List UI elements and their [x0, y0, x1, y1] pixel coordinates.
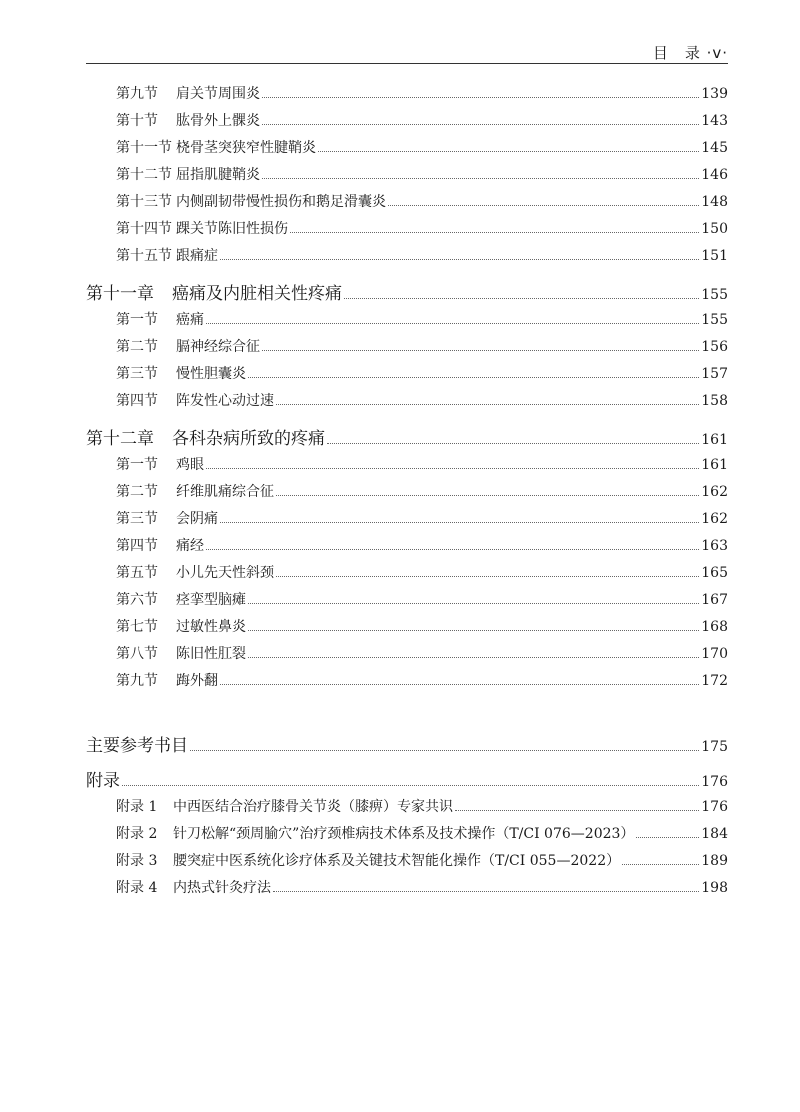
entry-title: 内侧副韧带慢性损伤和鹅足滑囊炎 [176, 194, 386, 210]
entry-page-number: 143 [701, 113, 728, 129]
dot-leader [220, 684, 699, 685]
entry-label: 第二节 [116, 484, 158, 500]
entry-label: 附录 2 [116, 826, 158, 842]
entry-page-number: 172 [701, 673, 728, 689]
dot-leader [276, 576, 699, 577]
toc-section-entry [116, 508, 728, 528]
entry-title: 腰突症中医系统化诊疗体系及关键技术智能化操作（T/CI 055—2022） [173, 853, 621, 869]
entry-page-number: 155 [701, 287, 728, 303]
entry-title: 膈神经综合征 [176, 339, 260, 355]
entry-page-number: 176 [701, 799, 728, 815]
entry-page-number: 161 [701, 432, 728, 448]
toc-section-entry [116, 589, 728, 609]
entry-title: 纤维肌痛综合征 [176, 484, 274, 500]
entry-page-number: 189 [701, 853, 728, 869]
entry-title: 肩关节周围炎 [176, 86, 260, 102]
dot-leader [248, 630, 699, 631]
entry-label: 第五节 [116, 565, 158, 581]
entry-page-number: 151 [701, 248, 728, 264]
dot-leader [455, 810, 699, 811]
dot-leader [276, 495, 699, 496]
entry-label: 第二节 [116, 339, 158, 355]
dot-leader [248, 657, 699, 658]
toc-section-entry [116, 164, 728, 184]
dot-leader [290, 232, 699, 233]
toc-appendix-entry [116, 877, 728, 897]
toc-section-entry [116, 309, 728, 329]
entry-page-number: 168 [701, 619, 728, 635]
toc-section-entry [116, 110, 728, 130]
entry-label: 第十五节 [116, 248, 172, 264]
entry-page-number: 184 [701, 826, 728, 842]
entry-title: 癌痛及内脏相关性疼痛 [172, 284, 342, 304]
entry-page-number: 170 [701, 646, 728, 662]
entry-title: 会阴痛 [176, 511, 218, 527]
entry-label: 第十四节 [116, 221, 172, 237]
toc-chapter-entry [86, 766, 728, 791]
dot-leader [622, 864, 699, 865]
entry-label: 第六节 [116, 592, 158, 608]
entry-page-number: 198 [701, 880, 728, 896]
dot-leader [262, 97, 699, 98]
dot-leader [122, 785, 699, 786]
dot-leader [220, 259, 699, 260]
toc-chapter-entry [86, 424, 728, 449]
entry-label: 第三节 [116, 511, 158, 527]
entry-label: 第九节 [116, 673, 158, 689]
dot-leader [273, 891, 699, 892]
entry-title: 痉挛型脑瘫 [176, 592, 246, 608]
toc-section-entry [116, 562, 728, 582]
dot-leader [327, 443, 699, 444]
entry-page-number: 156 [701, 339, 728, 355]
entry-page-number: 162 [701, 484, 728, 500]
entry-title: 跟痛症 [176, 248, 218, 264]
entry-label: 第十三节 [116, 194, 172, 210]
entry-title: 踇外翻 [176, 673, 218, 689]
entry-title: 鸡眼 [176, 457, 204, 473]
toc-section-entry [116, 454, 728, 474]
entry-label: 第一节 [116, 312, 158, 328]
entry-label: 第十节 [116, 113, 158, 129]
entry-title: 慢性胆囊炎 [176, 366, 246, 382]
entry-label: 第十二节 [116, 167, 172, 183]
toc-section-entry [116, 191, 728, 211]
dot-leader [190, 750, 699, 751]
entry-label: 第四节 [116, 538, 158, 554]
entry-title: 癌痛 [176, 312, 204, 328]
entry-title: 阵发性心动过速 [176, 393, 274, 409]
entry-title: 痛经 [176, 538, 204, 554]
entry-label: 第十一节 [116, 140, 172, 156]
entry-label: 第十一章 [86, 284, 154, 304]
entry-title: 小儿先天性斜颈 [176, 565, 274, 581]
entry-page-number: 175 [701, 739, 728, 755]
entry-page-number: 158 [701, 393, 728, 409]
toc-section-entry [116, 137, 728, 157]
entry-label: 附录 4 [116, 880, 158, 896]
toc-section-entry [116, 336, 728, 356]
entry-page-number: 139 [701, 86, 728, 102]
dot-leader [262, 178, 699, 179]
toc-chapter-entry [86, 279, 728, 304]
entry-label: 第九节 [116, 86, 158, 102]
toc-section-entry [116, 83, 728, 103]
toc-section-entry [116, 481, 728, 501]
entry-title: 各科杂病所致的疼痛 [172, 429, 325, 449]
dot-leader [206, 323, 699, 324]
dot-leader [262, 350, 699, 351]
entry-title: 主要参考书目 [86, 736, 188, 756]
entry-page-number: 145 [701, 140, 728, 156]
dot-leader [248, 603, 699, 604]
header-rule [86, 63, 728, 64]
toc-section-entry [116, 670, 728, 690]
dot-leader [206, 549, 699, 550]
entry-label: 附录 1 [116, 799, 158, 815]
entry-title: 附录 [86, 771, 120, 791]
toc-section-entry [116, 218, 728, 238]
entry-title: 桡骨茎突狭窄性腱鞘炎 [176, 140, 316, 156]
dot-leader [388, 205, 699, 206]
entry-page-number: 161 [701, 457, 728, 473]
entry-label: 第三节 [116, 366, 158, 382]
entry-page-number: 146 [701, 167, 728, 183]
entry-page-number: 176 [701, 774, 728, 790]
entry-label: 第十二章 [86, 429, 154, 449]
toc-section-entry [116, 643, 728, 663]
entry-label: 附录 3 [116, 853, 158, 869]
toc-appendix-entry [116, 796, 728, 816]
entry-label: 第八节 [116, 646, 158, 662]
entry-title: 内热式针灸疗法 [173, 880, 271, 896]
toc-section-entry [116, 390, 728, 410]
entry-title: 针刀松解“颈周腧穴”治疗颈椎病技术体系及技术操作（T/CI 076—2023） [173, 826, 635, 842]
entry-page-number: 157 [701, 366, 728, 382]
entry-page-number: 150 [701, 221, 728, 237]
entry-page-number: 163 [701, 538, 728, 554]
dot-leader [344, 298, 699, 299]
entry-label: 第四节 [116, 393, 158, 409]
dot-leader [262, 124, 699, 125]
toc-appendix-entry [116, 850, 728, 870]
dot-leader [318, 151, 699, 152]
entry-title: 屈指肌腱鞘炎 [176, 167, 260, 183]
dot-leader [248, 377, 699, 378]
entry-title: 陈旧性肛裂 [176, 646, 246, 662]
dot-leader [276, 404, 699, 405]
dot-leader [220, 522, 699, 523]
toc-section-entry [116, 535, 728, 555]
entry-page-number: 155 [701, 312, 728, 328]
toc-chapter-entry [86, 731, 728, 756]
running-header: 目 录 ·v· [652, 44, 728, 62]
entry-title: 肱骨外上髁炎 [176, 113, 260, 129]
toc-section-entry [116, 245, 728, 265]
toc-section-entry [116, 363, 728, 383]
entry-page-number: 167 [701, 592, 728, 608]
toc-appendix-entry [116, 823, 728, 843]
toc-section-entry [116, 616, 728, 636]
entry-title: 踝关节陈旧性损伤 [176, 221, 288, 237]
entry-page-number: 165 [701, 565, 728, 581]
dot-leader [636, 837, 699, 838]
entry-label: 第七节 [116, 619, 158, 635]
entry-page-number: 148 [701, 194, 728, 210]
entry-title: 过敏性鼻炎 [176, 619, 246, 635]
entry-page-number: 162 [701, 511, 728, 527]
entry-title: 中西医结合治疗膝骨关节炎（膝痹）专家共识 [173, 799, 453, 815]
entry-label: 第一节 [116, 457, 158, 473]
dot-leader [206, 468, 699, 469]
